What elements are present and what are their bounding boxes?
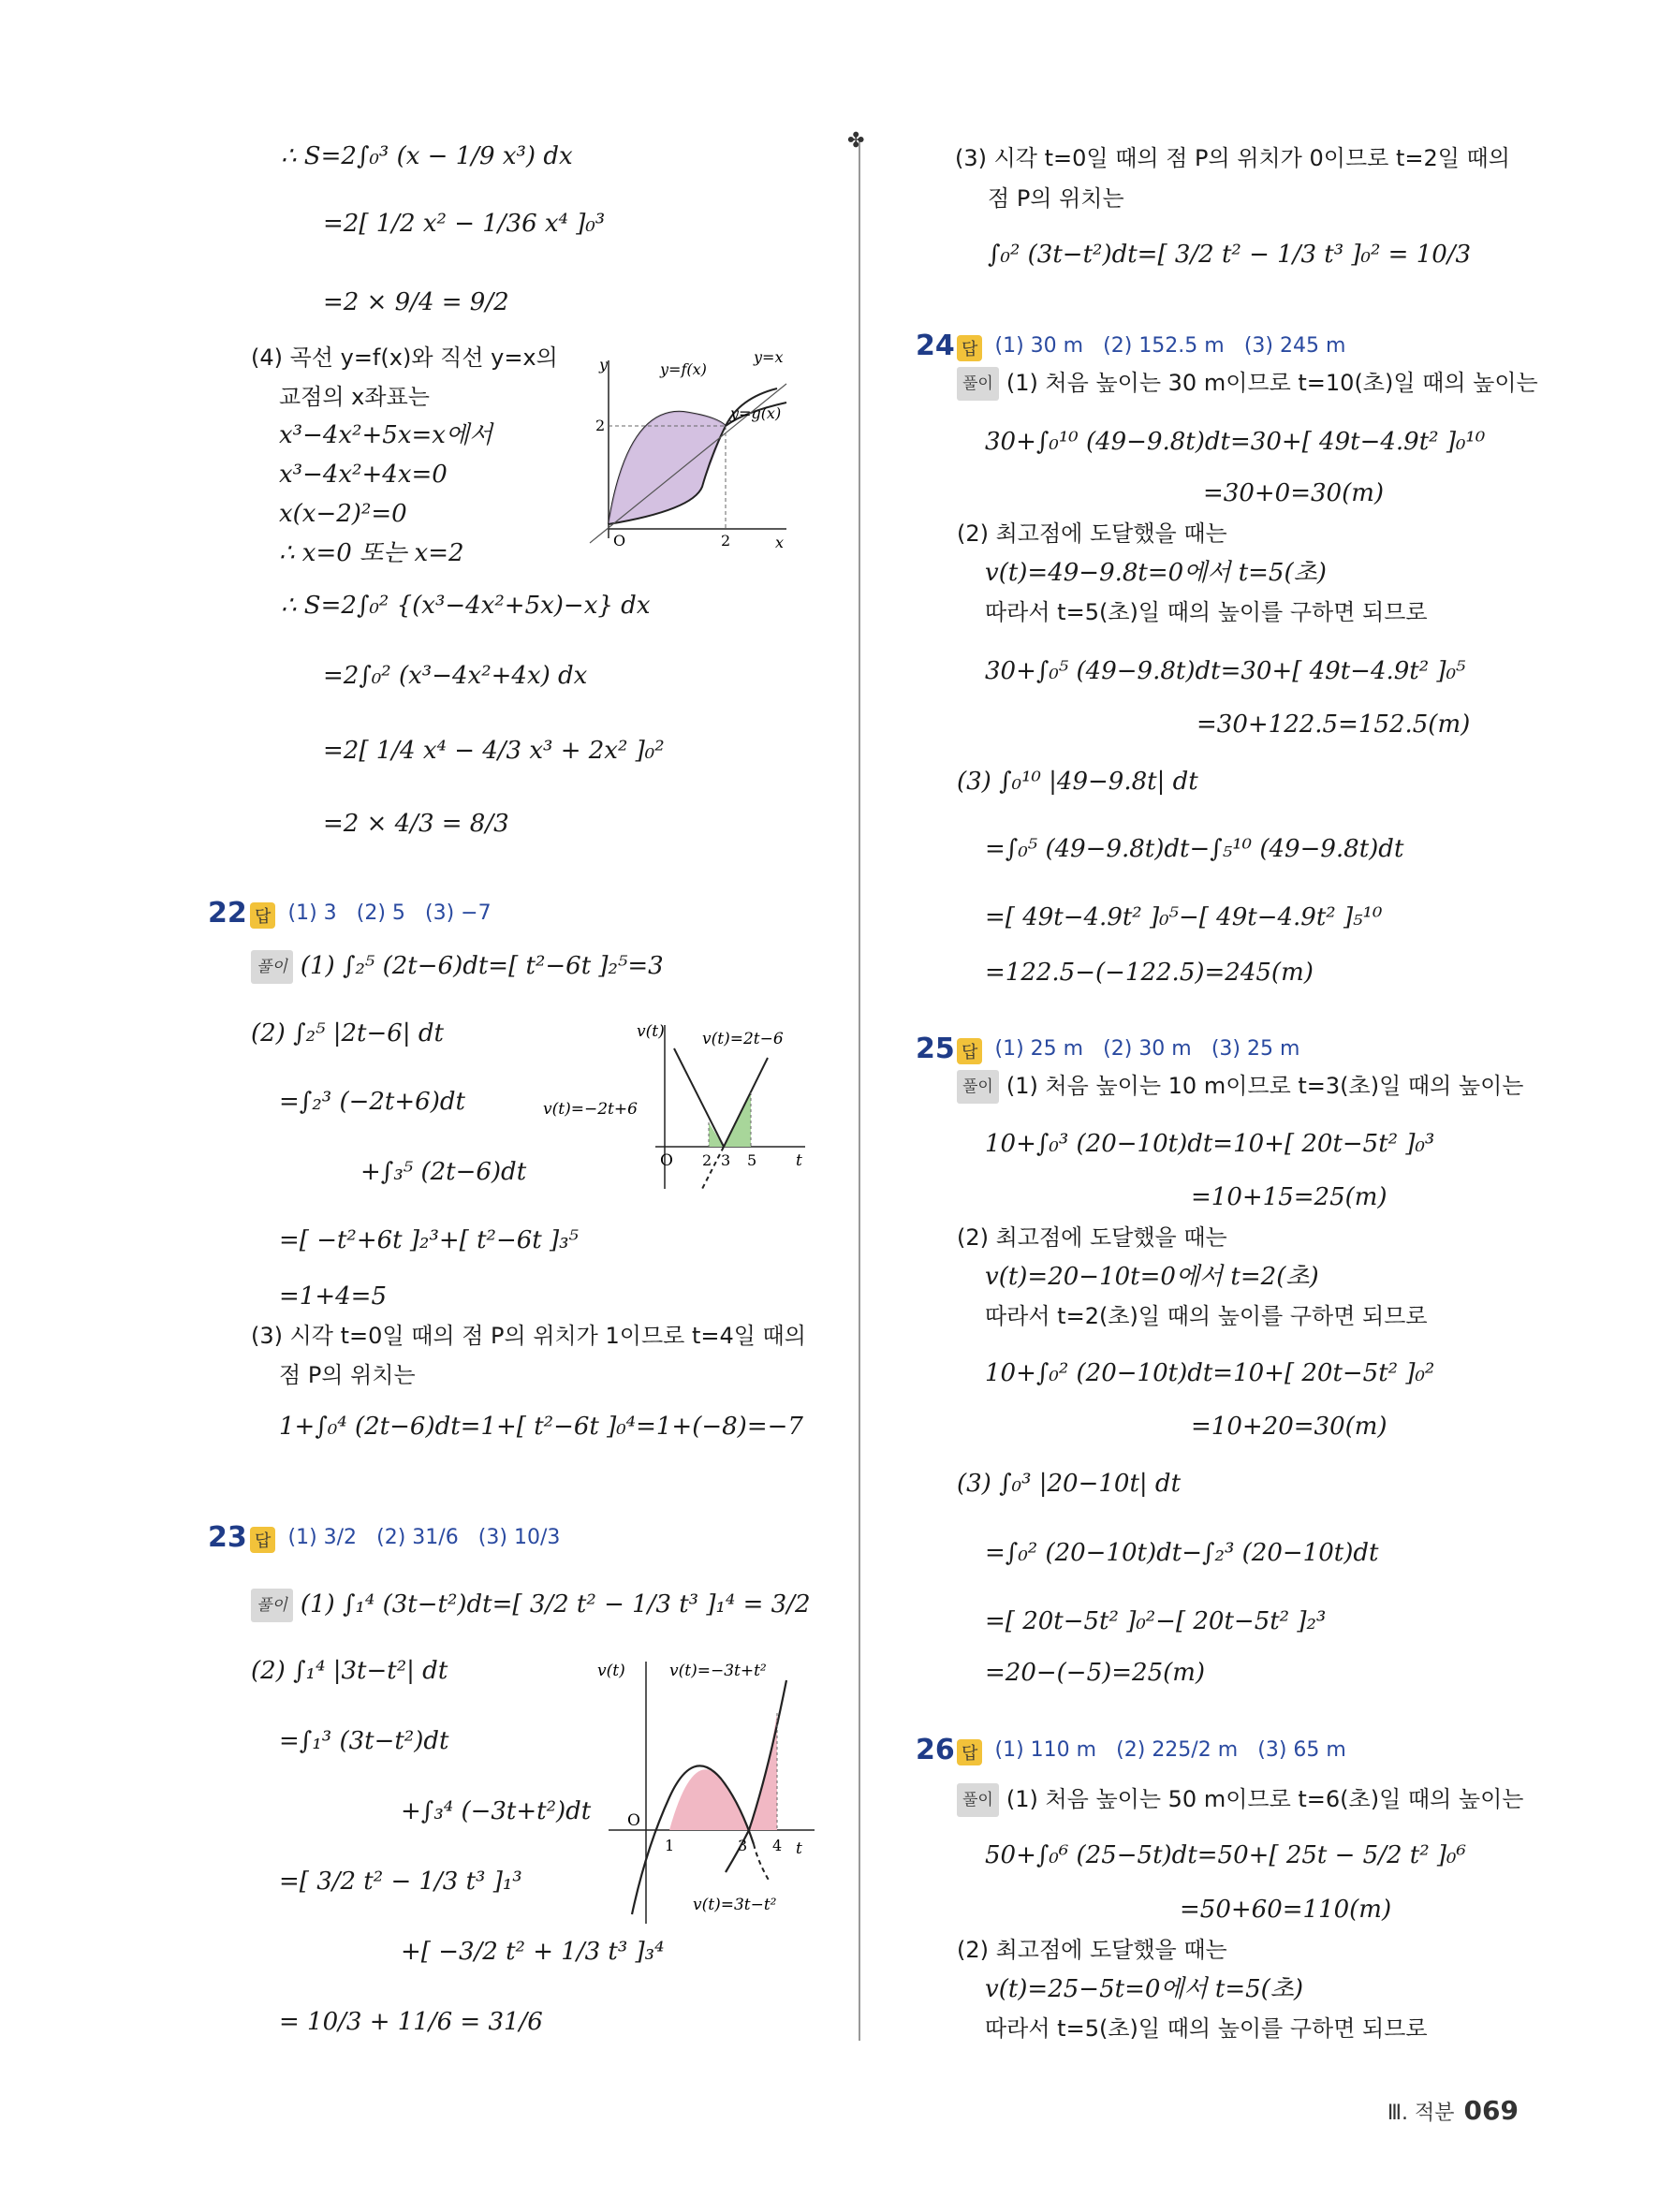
page-number: 069 — [1463, 2095, 1519, 2126]
p24-answer-2: (2) 152.5 m — [1103, 334, 1225, 358]
graph1-curve-f: y=f(x) — [660, 360, 707, 378]
p24-line-7: 30+∫₀⁵ (49−9.8t)dt=30+[ 49t−4.9t² ]₀⁵ — [985, 657, 1466, 685]
p22-graph-t-label: t — [796, 1151, 802, 1170]
answer-badge: 답 — [957, 1739, 982, 1765]
p23-graph-tick-1: 1 — [665, 1837, 675, 1854]
graph1-tick-x: 2 — [721, 532, 731, 548]
s21-calc-2: =2∫₀² (x³−4x²+4x) dx — [323, 662, 588, 690]
solution-badge: 풀이 — [957, 367, 999, 401]
problem-23-answer-row — [250, 1526, 560, 1553]
p24-line-6: 따라서 t=5(초)일 때의 높이를 구하면 되므로 — [985, 599, 1428, 625]
p22-graph-origin: O — [660, 1151, 673, 1170]
p24-line-4: (2) 최고점에 도달했을 때는 — [957, 520, 1227, 547]
problem-23-number: 23 — [208, 1521, 247, 1554]
s21-line-3: =2 × 9/4 = 9/2 — [323, 288, 509, 316]
p25-answer-3: (3) 25 m — [1211, 1037, 1300, 1061]
p22-part3-2: 점 P의 위치는 — [279, 1362, 416, 1388]
p23-part3-3: ∫₀² (3t−t²)dt=[ 3/2 t² − 1/3 t³ ]₀² = 10/3 — [988, 241, 1472, 269]
p24-line-12: =122.5−(−122.5)=245(m) — [985, 959, 1314, 987]
p22-graph-f2: v(t)=−2t+6 — [543, 1100, 638, 1119]
p24-line-10: =∫₀⁵ (49−9.8t)dt−∫₅¹⁰ (49−9.8t)dt — [985, 835, 1404, 863]
p22-answer-3: (3) −7 — [424, 901, 492, 925]
p26-answer-2: (2) 225/2 m — [1116, 1738, 1239, 1762]
p24-line-11: =[ 49t−4.9t² ]₀⁵−[ 49t−4.9t² ]₅¹⁰ — [985, 903, 1383, 931]
graph-area-fg — [562, 342, 815, 548]
solution-badge: 풀이 — [251, 950, 293, 984]
p22-part3-3: 1+∫₀⁴ (2t−6)dt=1+[ t²−6t ]₀⁴=1+(−8)=−7 — [279, 1413, 803, 1441]
p26-line-5: v(t)=25−5t=0에서 t=5(초) — [985, 1975, 1304, 2003]
problem-22-number: 22 — [208, 897, 247, 930]
s21-calc-3: =2[ 1/4 x⁴ − 4/3 x³ + 2x² ]₀² — [323, 737, 665, 765]
p22-graph-tick-3: 3 — [721, 1151, 731, 1169]
s21-calc-4: =2 × 4/3 = 8/3 — [323, 810, 509, 838]
graph1-tick-y: 2 — [595, 417, 606, 434]
problem-26-answer-row — [957, 1738, 1346, 1765]
answer-badge: 답 — [250, 902, 275, 929]
p23-part1: 풀이 (1) ∫₁⁴ (3t−t²)dt=[ 3/2 t² − 1/3 t³ ]₁⁴ = 3/2 — [251, 1589, 811, 1622]
p22-graph-tick-2: 2 — [702, 1151, 712, 1169]
s21-part4-line-3: x³−4x²+5x=x에서 — [279, 421, 493, 449]
s21-calc-1: ∴ S=2∫₀² {(x³−4x²+5x)−x} dx — [281, 592, 651, 620]
graph1-x-label: x — [775, 534, 785, 548]
p22-graph-v-label: v(t) — [637, 1022, 665, 1041]
p23-graph-origin: O — [627, 1811, 640, 1830]
p25-line-11: =[ 20t−5t² ]₀²−[ 20t−5t² ]₂³ — [985, 1607, 1327, 1635]
s21-line-1: ∴ S=2∫₀³ (x − 1/9 x³) dx — [281, 142, 573, 170]
p22-part2-3: +∫₃⁵ (2t−6)dt — [360, 1158, 527, 1186]
p24-answer-3: (3) 245 m — [1243, 334, 1346, 358]
p24-line-2: 30+∫₀¹⁰ (49−9.8t)dt=30+[ 49t−4.9t² ]₀¹⁰ — [985, 428, 1486, 456]
p23-part2-5: +[ −3/2 t² + 1/3 t³ ]₃⁴ — [401, 1938, 665, 1966]
s21-part4-line-4: x³−4x²+4x=0 — [279, 461, 448, 489]
p23-part2-2: =∫₁³ (3t−t²)dt — [279, 1727, 449, 1755]
divider-ornament-icon: ✤ — [847, 129, 865, 153]
p25-line-4: (2) 최고점에 도달했을 때는 — [957, 1224, 1227, 1251]
p24-line-5: v(t)=49−9.8t=0에서 t=5(초) — [985, 559, 1327, 587]
p23-graph-tick-4: 4 — [772, 1837, 783, 1854]
p23-answer-1: (1) 3/2 — [287, 1526, 358, 1549]
p25-line-2: 10+∫₀³ (20−10t)dt=10+[ 20t−5t² ]₀³ — [985, 1130, 1435, 1158]
s21-part4-line-5: x(x−2)²=0 — [279, 500, 407, 528]
p23-part2-1: (2) ∫₁⁴ |3t−t²| dt — [251, 1657, 448, 1685]
p25-line-12: =20−(−5)=25(m) — [985, 1659, 1206, 1687]
p22-part2-5: =1+4=5 — [279, 1282, 387, 1311]
p23-part2-3: +∫₃⁴ (−3t+t²)dt — [401, 1797, 592, 1825]
problem-25-number: 25 — [916, 1033, 955, 1065]
graph1-line: y=x — [754, 348, 784, 366]
p23-part3-1: (3) 시각 t=0일 때의 점 P의 위치가 0이므로 t=2일 때의 — [955, 145, 1510, 171]
s21-part4-line-1: (4) 곡선 y=f(x)와 직선 y=x의 — [251, 344, 558, 371]
p23-part2-6: = 10/3 + 11/6 = 31/6 — [279, 2008, 543, 2036]
problem-25-answer-row — [957, 1037, 1299, 1064]
p22-part2-2: =∫₂³ (−2t+6)dt — [279, 1088, 465, 1116]
p24-line-9: (3) ∫₀¹⁰ |49−9.8t| dt — [957, 768, 1198, 796]
p23-part3-2: 점 P의 위치는 — [988, 185, 1124, 212]
p22-part1: 풀이 (1) ∫₂⁵ (2t−6)dt=[ t²−6t ]₂⁵=3 — [251, 950, 664, 984]
p25-line-10: =∫₀² (20−10t)dt−∫₂³ (20−10t)dt — [985, 1539, 1379, 1567]
p25-answer-1: (1) 25 m — [994, 1037, 1084, 1061]
problem-26-number: 26 — [916, 1734, 955, 1766]
p25-line-9: (3) ∫₀³ |20−10t| dt — [957, 1470, 1182, 1498]
p23-graph-v-label: v(t) — [597, 1662, 625, 1680]
p22-graph-f1: v(t)=2t−6 — [702, 1030, 784, 1048]
p26-line-1: 풀이 (1) 처음 높이는 50 m이므로 t=6(초)일 때의 높이는 — [957, 1783, 1523, 1817]
p24-line-3: =30+0=30(m) — [1203, 479, 1385, 507]
p23-graph-f2: v(t)=3t−t² — [693, 1896, 777, 1914]
graph-p22 — [534, 1016, 815, 1203]
solution-badge: 풀이 — [251, 1589, 293, 1622]
p23-graph-tick-3: 3 — [738, 1837, 748, 1854]
p22-part2-4: =[ −t²+6t ]₂³+[ t²−6t ]₃⁵ — [279, 1226, 579, 1254]
p23-part2-4: =[ 3/2 t² − 1/3 t³ ]₁³ — [279, 1868, 522, 1896]
p22-answer-1: (1) 3 — [287, 901, 337, 925]
p25-line-8: =10+20=30(m) — [1191, 1413, 1387, 1441]
answer-badge: 답 — [250, 1527, 275, 1553]
s21-line-2: =2[ 1/2 x² − 1/36 x⁴ ]₀³ — [323, 210, 606, 238]
problem-22-answer-row — [250, 901, 492, 929]
p22-part3-1: (3) 시각 t=0일 때의 점 P의 위치가 1이므로 t=4일 때의 — [251, 1323, 806, 1349]
s21-part4-line-2: 교점의 x좌표는 — [279, 384, 430, 410]
p23-answer-3: (3) 10/3 — [477, 1526, 561, 1549]
p26-line-6: 따라서 t=5(초)일 때의 높이를 구하면 되므로 — [985, 2015, 1428, 2042]
page-footer — [1387, 2095, 1519, 2126]
problem-24-answer-row — [957, 334, 1345, 361]
p26-answer-1: (1) 110 m — [994, 1738, 1097, 1762]
p22-answer-2: (2) 5 — [356, 901, 405, 925]
p25-line-1: 풀이 (1) 처음 높이는 10 m이므로 t=3(초)일 때의 높이는 — [957, 1070, 1523, 1104]
p24-line-1: 풀이 (1) 처음 높이는 30 m이므로 t=10(초)일 때의 높이는 — [957, 367, 1538, 401]
graph1-curve-g: y=g(x) — [730, 404, 782, 422]
p25-line-5: v(t)=20−10t=0에서 t=2(초) — [985, 1263, 1319, 1291]
section-label: Ⅲ. 적분 — [1387, 2102, 1455, 2125]
p26-answer-3: (3) 65 m — [1257, 1738, 1346, 1762]
p26-line-4: (2) 최고점에 도달했을 때는 — [957, 1937, 1227, 1963]
problem-24-number: 24 — [916, 330, 955, 362]
p24-line-8: =30+122.5=152.5(m) — [1197, 710, 1471, 739]
s21-part4-line-6: ∴ x=0 또는 x=2 — [279, 539, 464, 567]
p25-line-6: 따라서 t=2(초)일 때의 높이를 구하면 되므로 — [985, 1303, 1428, 1329]
p25-line-7: 10+∫₀² (20−10t)dt=10+[ 20t−5t² ]₀² — [985, 1359, 1435, 1387]
column-divider — [859, 140, 860, 2041]
p23-graph-t-label: t — [796, 1839, 802, 1858]
graph-p23 — [590, 1643, 824, 1933]
answer-badge: 답 — [957, 1038, 982, 1064]
graph1-origin: O — [613, 532, 626, 548]
solution-badge: 풀이 — [957, 1783, 999, 1817]
solution-badge: 풀이 — [957, 1070, 999, 1104]
p22-graph-tick-5: 5 — [747, 1151, 757, 1169]
p26-line-2: 50+∫₀⁶ (25−5t)dt=50+[ 25t − 5/2 t² ]₀⁶ — [985, 1841, 1466, 1869]
p25-answer-2: (2) 30 m — [1103, 1037, 1192, 1061]
p24-answer-1: (1) 30 m — [994, 334, 1084, 358]
p26-line-3: =50+60=110(m) — [1180, 1896, 1392, 1924]
answer-badge: 답 — [957, 335, 982, 361]
p22-part2-1: (2) ∫₂⁵ |2t−6| dt — [251, 1019, 444, 1047]
p25-line-3: =10+15=25(m) — [1191, 1183, 1387, 1211]
p23-graph-f1: v(t)=−3t+t² — [669, 1662, 767, 1680]
p23-answer-2: (2) 31/6 — [376, 1526, 459, 1549]
graph1-y-label: y — [599, 356, 609, 374]
